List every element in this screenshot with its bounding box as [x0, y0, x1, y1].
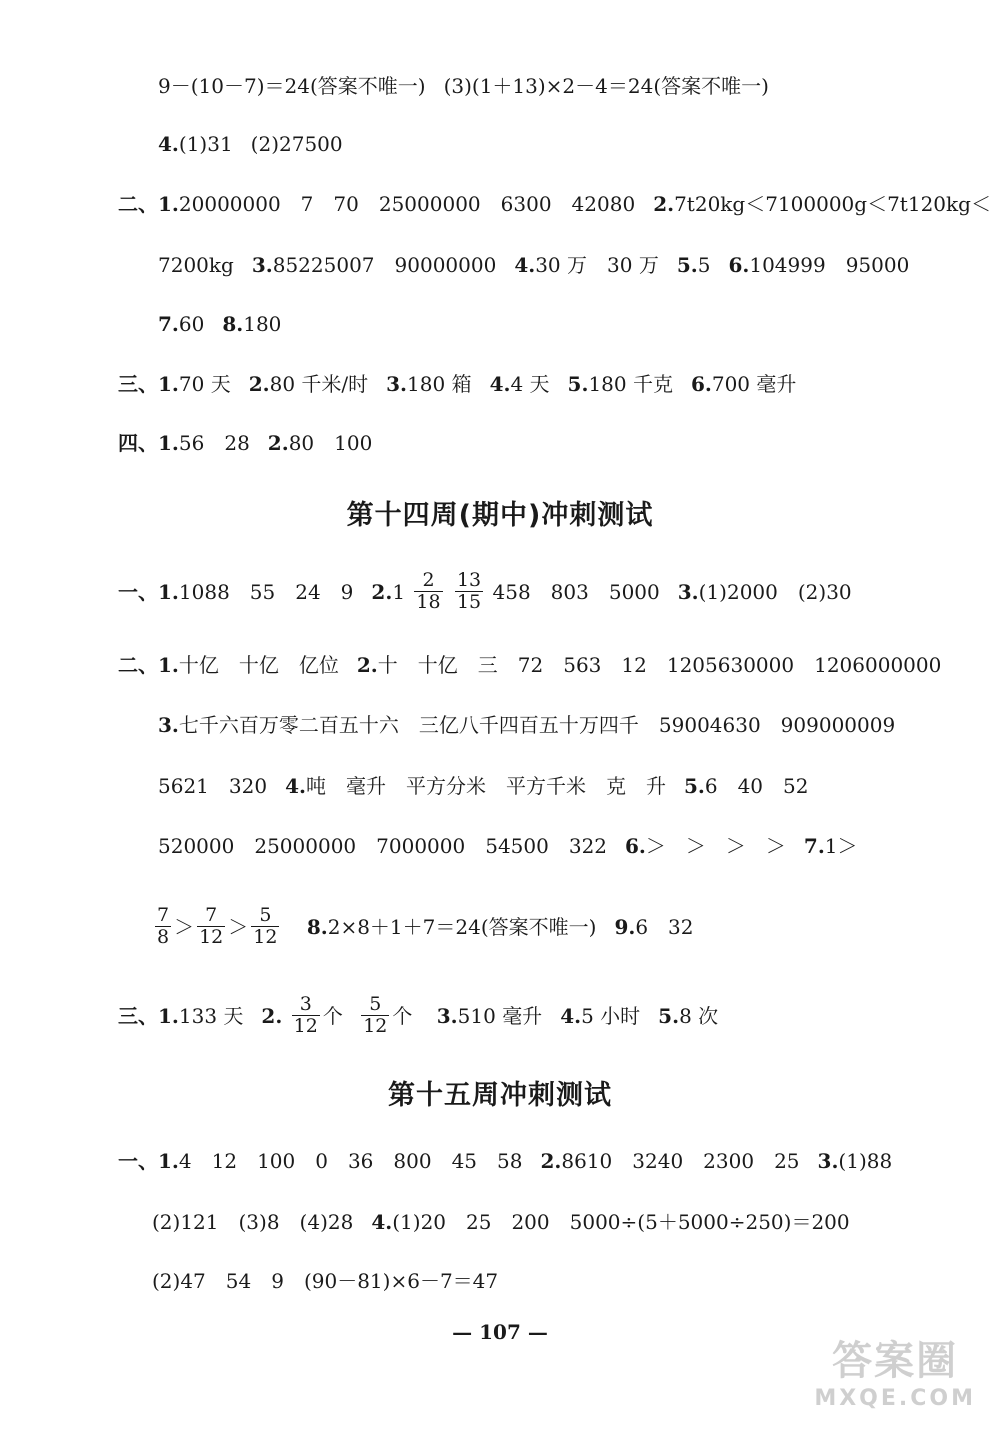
- fraction: $\frac{2}{18}$: [416, 569, 441, 613]
- answer-line: 一、1.1088 55 24 9 2.1 $\frac{2}{18}$ $\frac{13}{15}$ 458 803 5000 3.(1)2000 (2)30: [118, 569, 852, 613]
- answer-line: 三、1.133 天 2. $\frac{3}{12}$ 个 $\frac{5}{12}$ 个 3.510 毫升 4.5 小时 5.8 次: [118, 993, 719, 1037]
- answer-line: 四、1.56 28 2.80 100: [118, 430, 373, 455]
- section-title: 第十五周冲刺测试: [388, 1080, 612, 1111]
- answer-line: (2)47 54 9 (90－81)×6－7＝47: [152, 1268, 499, 1293]
- answer-line: 520000 25000000 7000000 54500 322 6.＞ ＞ ＞ ＞ 7.1＞: [158, 833, 858, 858]
- answer-line: 3.七千六百万零二百五十六 三亿八千四百五十万四千 59004630 909000009: [158, 712, 896, 737]
- section-title: 第十四周(期中)冲刺测试: [346, 500, 654, 531]
- fraction: $\frac{3}{12}$: [293, 993, 318, 1037]
- answer-line: (2)121 (3)8 (4)28 4.(1)20 25 200 5000÷(5＋5000÷250)＝200: [152, 1209, 850, 1234]
- watermark-logo: 答案圈 MXQE.COM: [814, 1338, 976, 1411]
- answer-line: 二、1.20000000 7 70 25000000 6300 42080 2.7t20kg＜7100000g＜7t120kg＜: [118, 191, 991, 216]
- fraction: $\frac{5}{12}$: [253, 904, 278, 948]
- answer-line: 一、1.4 12 100 0 36 800 45 58 2.8610 3240 2300 25 3.(1)88: [118, 1148, 893, 1173]
- answer-line: 7200kg 3.85225007 90000000 4.30 万 30 万 5.5 6.104999 95000: [158, 252, 910, 277]
- fraction: $\frac{5}{12}$: [363, 993, 388, 1037]
- fraction: $\frac{7}{8}$: [157, 904, 170, 948]
- answer-line: $\frac{7}{8}$ ＞ $\frac{7}{12}$ ＞ $\frac{5}{12}$ 8.2×8＋1＋7＝24(答案不唯一) 9.6 32: [157, 904, 694, 948]
- page-number: — 107 —: [452, 1320, 548, 1344]
- fraction: $\frac{7}{12}$: [199, 904, 224, 948]
- answer-line: 7.60 8.180: [158, 311, 282, 336]
- answer-line: 三、1.70 天 2.80 千米/时 3.180 箱 4.4 天 5.180 千克 6.700 毫升: [118, 371, 797, 396]
- answer-line: 4.(1)31 (2)27500: [158, 131, 343, 156]
- answer-line: 9－(10－7)＝24(答案不唯一) (3)(1＋13)×2－4＝24(答案不唯一): [158, 73, 769, 98]
- fraction: $\frac{13}{15}$: [456, 569, 482, 613]
- answer-line: 5621 320 4.吨 毫升 平方分米 平方千米 克 升 5.6 40 52: [158, 773, 809, 798]
- answer-line: 二、1.十亿 十亿 亿位 2.十 十亿 三 72 563 12 1205630000 1206000000: [118, 652, 942, 677]
